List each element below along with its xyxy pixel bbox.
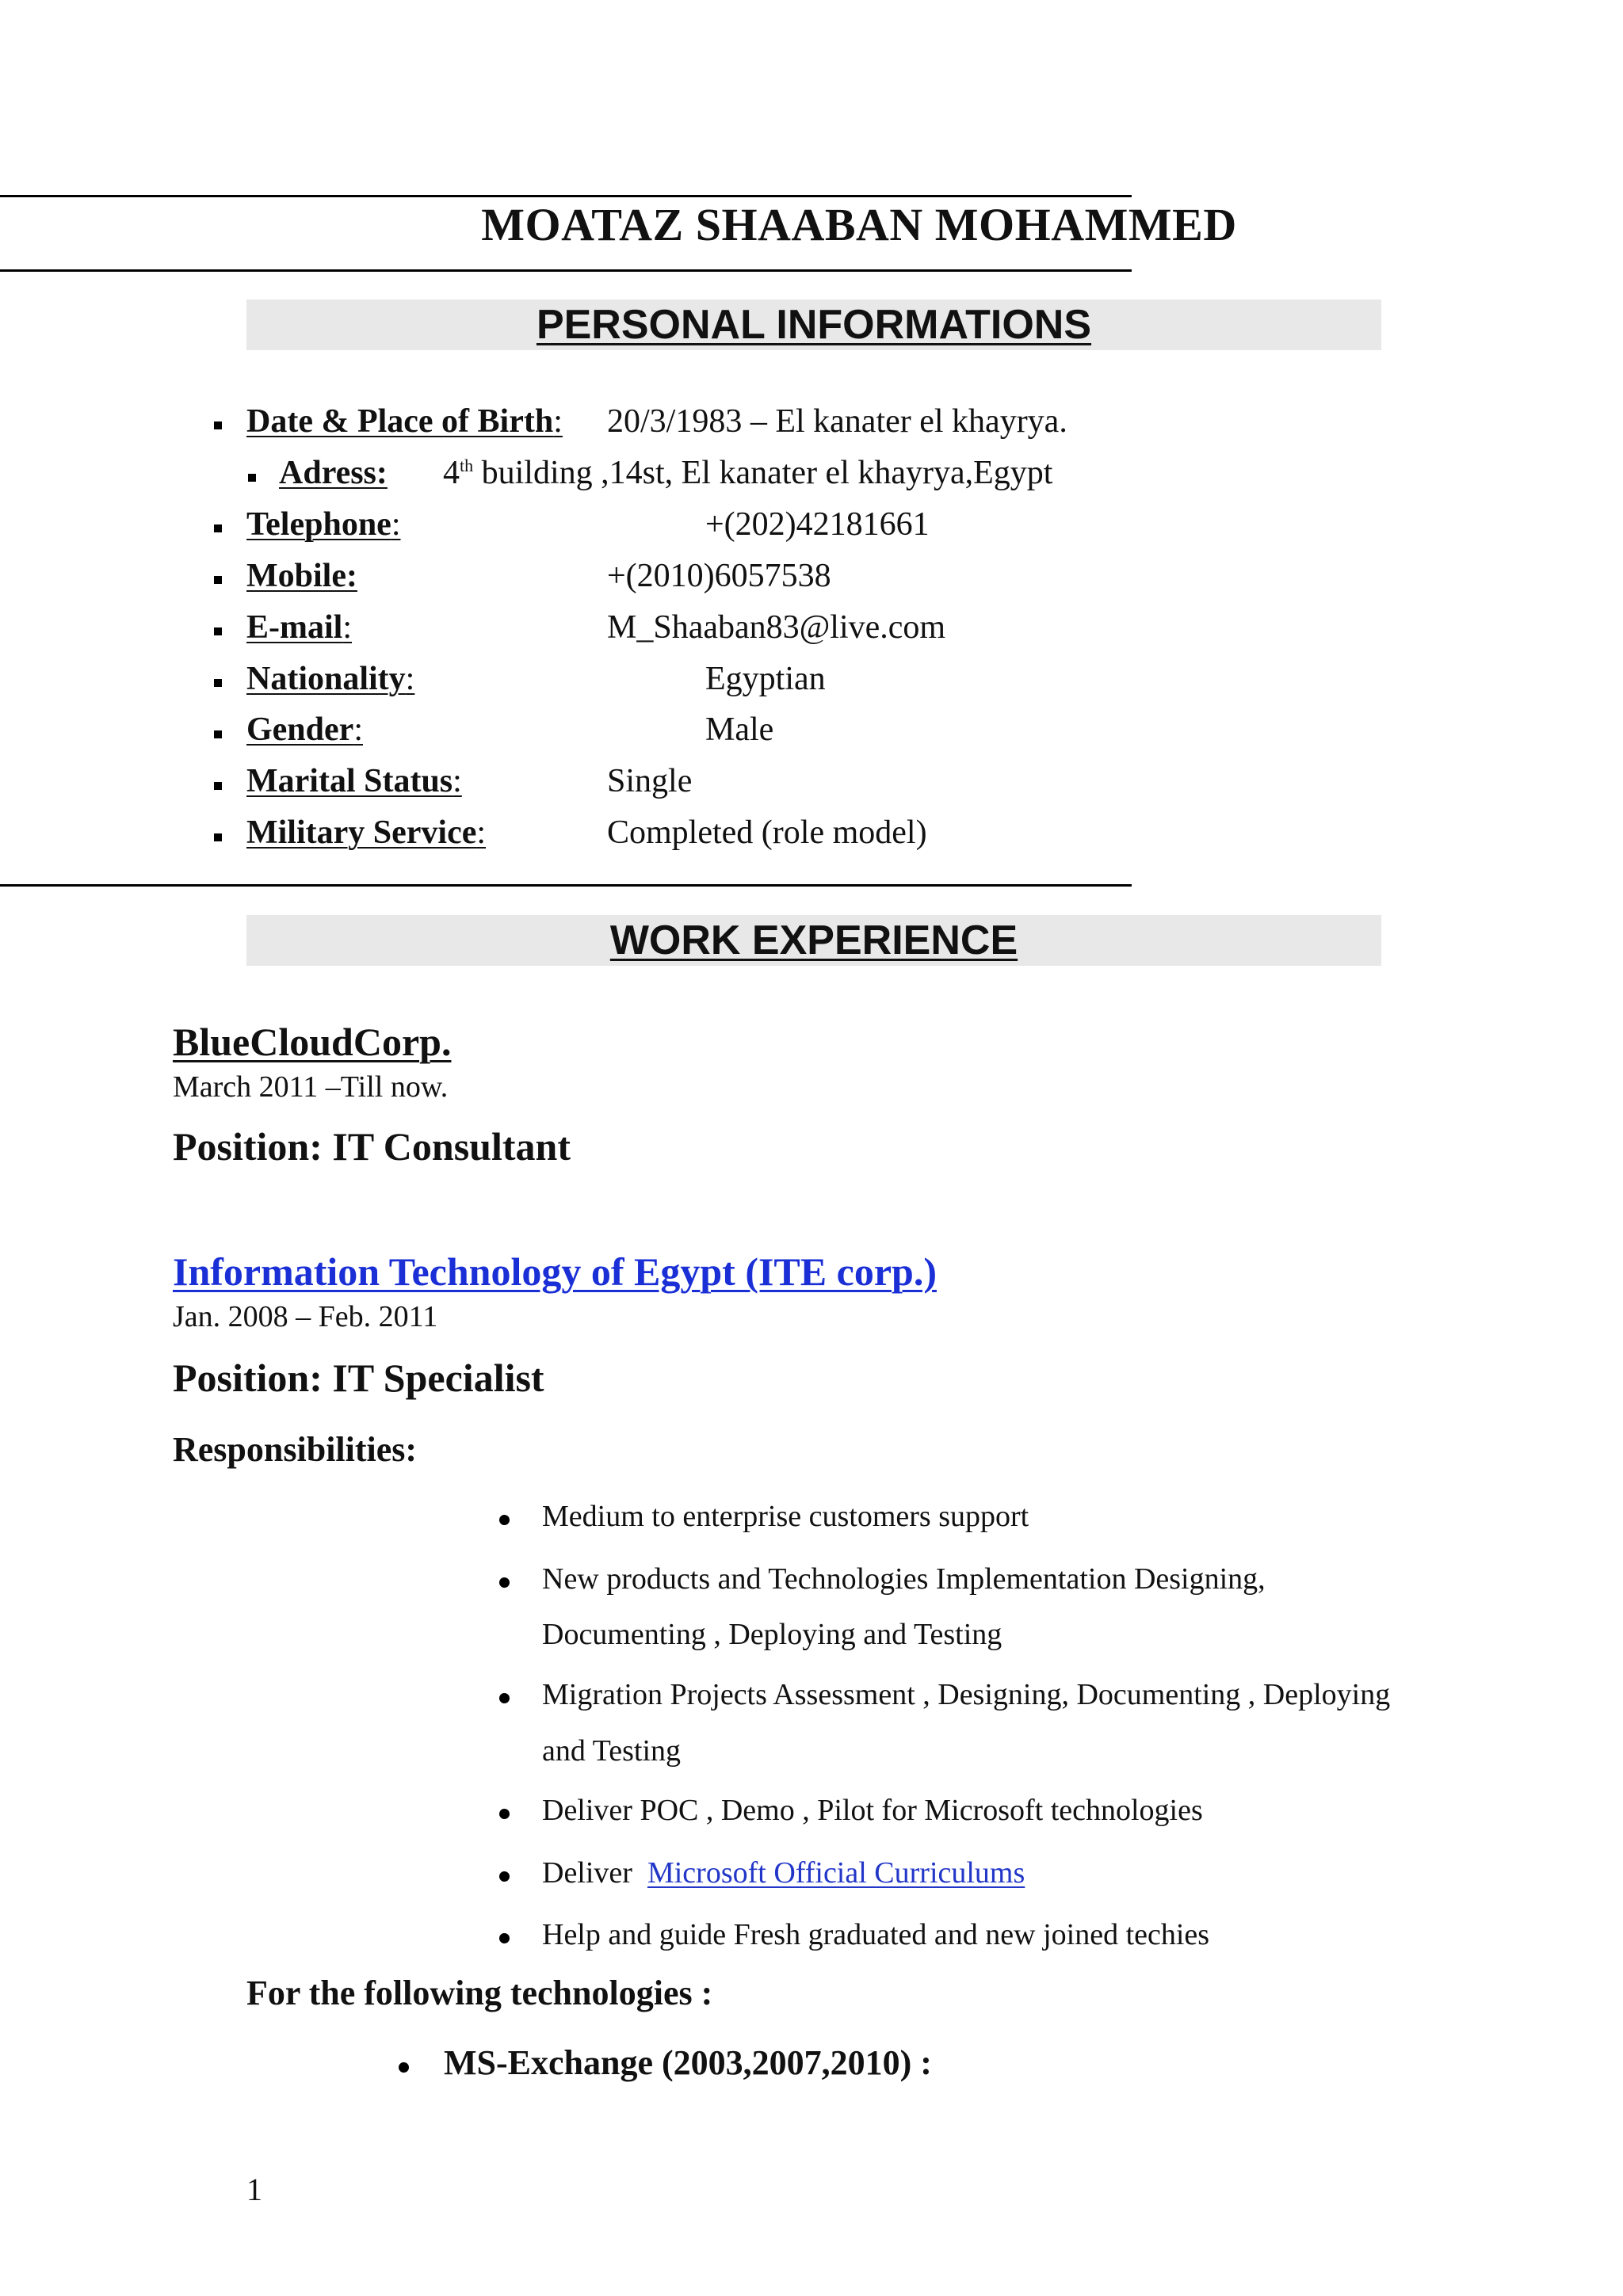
- section-title: PERSONAL INFORMATIONS: [536, 302, 1092, 348]
- name-bottom-rule: [0, 269, 1132, 272]
- label-mobile: Mobile:: [246, 558, 357, 594]
- value-address: 4th building ,14st, El kanater el khayrya,Egypt: [443, 455, 1053, 491]
- job-position: Position: IT Consultant: [173, 1124, 571, 1169]
- value-telephone: +(202)42181661: [705, 506, 930, 543]
- company-bluecloudcorp: BlueCloudCorp.: [173, 1020, 452, 1064]
- bullet-icon: [499, 1515, 510, 1525]
- personal-bottom-rule: [0, 884, 1132, 887]
- square-bullet-icon: [214, 679, 222, 687]
- square-bullet-icon: [214, 627, 222, 635]
- label-email: E-mail:: [246, 609, 352, 646]
- list-item: Migration Projects Assessment , Designing, Documenting , Deploying: [542, 1678, 1391, 1711]
- label-military-service: Military Service:: [246, 814, 487, 851]
- value-gender: Male: [705, 711, 774, 748]
- list-item: Medium to enterprise customers support: [542, 1500, 1029, 1533]
- following-technologies-label: For the following technologies :: [246, 1974, 713, 2012]
- job-position: Position: IT Specialist: [173, 1356, 544, 1400]
- square-bullet-icon: [214, 576, 222, 584]
- responsibilities-label: Responsibilities:: [173, 1430, 418, 1469]
- technology-item: MS-Exchange (2003,2007,2010) :: [444, 2043, 932, 2082]
- company-ite-link[interactable]: Information Technology of Egypt (ITE corp.): [173, 1249, 937, 1294]
- label-telephone: Telephone:: [246, 506, 401, 543]
- list-item-continuation: and Testing: [542, 1734, 682, 1768]
- list-item: Deliver Microsoft Official Curriculums: [542, 1856, 1025, 1890]
- list-item: Deliver POC , Demo , Pilot for Microsoft technologies: [542, 1794, 1203, 1827]
- value-birth: 20/3/1983 – El kanater el khayrya.: [607, 403, 1067, 440]
- candidate-name: MOATAZ SHAABAN MOHAMMED: [481, 199, 1237, 250]
- page-number: 1: [246, 2172, 262, 2207]
- list-item: Help and guide Fresh graduated and new joined techies: [542, 1918, 1210, 1951]
- bullet-icon: [499, 1871, 510, 1882]
- value-mobile: +(2010)6057538: [607, 558, 831, 594]
- list-item: New products and Technologies Implementation Designing,: [542, 1562, 1266, 1596]
- label-gender: Gender:: [246, 711, 363, 748]
- bullet-icon: [499, 1693, 510, 1703]
- value-nationality: Egyptian: [705, 661, 826, 697]
- top-rule: [0, 195, 1132, 197]
- square-bullet-icon: [214, 421, 222, 429]
- section-work-experience: [246, 915, 1381, 966]
- square-bullet-icon: [214, 730, 222, 738]
- job-dates: March 2011 –Till now.: [173, 1070, 449, 1104]
- section-title: WORK EXPERIENCE: [609, 917, 1018, 963]
- label-marital-status: Marital Status:: [246, 763, 462, 799]
- bullet-icon: [499, 1577, 510, 1588]
- value-military-service: Completed (role model): [607, 814, 927, 851]
- square-bullet-icon: [214, 782, 222, 790]
- list-item-continuation: Documenting , Deploying and Testing: [542, 1618, 1002, 1651]
- microsoft-curriculums-link[interactable]: Microsoft Official Curriculums: [647, 1856, 1025, 1890]
- value-marital-status: Single: [607, 763, 693, 799]
- bullet-icon: [499, 1809, 510, 1819]
- job-dates: Jan. 2008 – Feb. 2011: [173, 1300, 438, 1333]
- section-personal-informations: [246, 299, 1381, 350]
- label-address: Adress:: [279, 455, 388, 491]
- bullet-icon: [499, 1933, 510, 1943]
- label-nationality: Nationality:: [246, 661, 415, 697]
- value-email: M_Shaaban83@live.com: [607, 609, 946, 646]
- label-birth: Date & Place of Birth:: [246, 403, 563, 440]
- bullet-icon: [399, 2062, 409, 2073]
- square-bullet-icon: [214, 833, 222, 841]
- square-bullet-icon: [248, 474, 256, 482]
- square-bullet-icon: [214, 524, 222, 532]
